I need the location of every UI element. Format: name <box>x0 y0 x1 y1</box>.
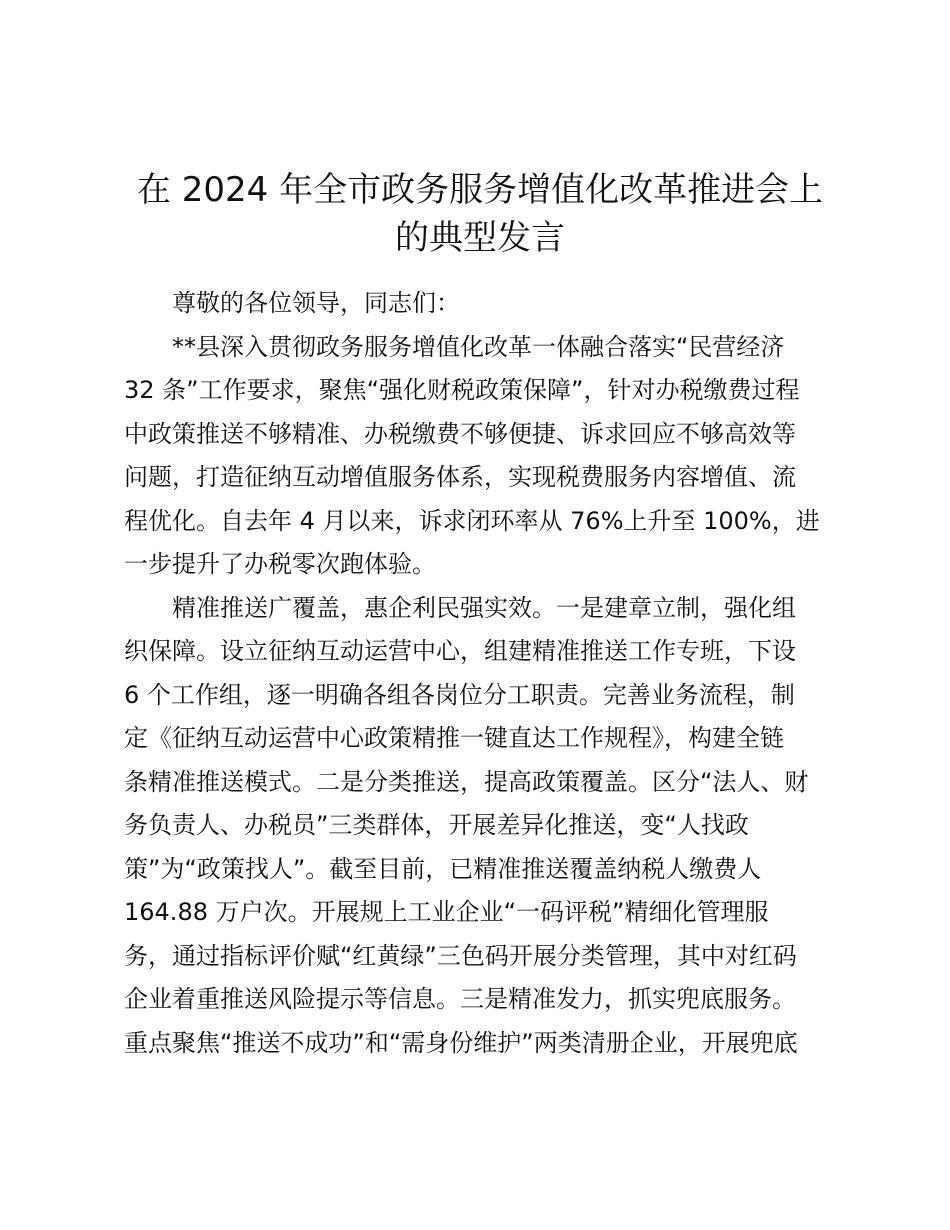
paragraph-2-line-3: 6 个工作组，逐一明确各组各岗位分工职责。完善业务流程，制 <box>124 680 795 709</box>
title-line-2: 的典型发言 <box>395 218 565 258</box>
paragraph-2-line-11: 重点聚焦“推送不成功”和“需身份维护”两类清册企业，开展兜底 <box>124 1028 798 1057</box>
paragraph-2-line-4: 定《征纳互动运营中心政策精推一键直达工作规程》，构建全链 <box>124 724 784 752</box>
paragraph-1-line-2: 32 条”工作要求，聚焦“强化财税政策保障”，针对办税缴费过程 <box>124 376 800 404</box>
document-body <box>124 282 832 1065</box>
paragraph-1-line-5: 程优化。自去年 4 月以来，诉求闭环率从 76%上升至 100%，进 <box>124 506 820 535</box>
document-title <box>120 166 840 262</box>
title-line-1: 在 2024 年全市政务服务增值化改革推进会上 <box>136 170 824 210</box>
paragraph-1-line-3: 中政策推送不够精准、办税缴费不够便捷、诉求回应不够高效等 <box>124 419 796 448</box>
paragraph-2-line-10: 企业着重推送风险提示等信息。三是精准发力，抓实兜底服务。 <box>124 985 796 1013</box>
salutation: 尊敬的各位领导，同志们： <box>172 289 460 317</box>
paragraph-2-line-8: 164.88 万户次。开展规上工业企业“一码评税”精细化管理服 <box>124 898 769 926</box>
paragraph-2-line-2: 织保障。设立征纳互动运营中心，组建精准推送工作专班，下设 <box>124 637 796 665</box>
paragraph-2-line-9: 务，通过指标评价赋“红黄绿”三色码开展分类管理，其中对红码 <box>124 941 797 970</box>
paragraph-2-line-6: 务负责人、办税员”三类群体，开展差异化推送，变“人找政 <box>124 811 749 839</box>
paragraph-1-line-4: 问题，打造征纳互动增值服务体系，实现税费服务内容增值、流 <box>124 463 796 491</box>
paragraph-1-line-6: 一步提升了办税零次跑体验。 <box>124 550 436 578</box>
paragraph-1-line-1: **县深入贯彻政务服务增值化改革一体融合落实“民营经济 <box>172 332 785 361</box>
paragraph-2-line-5: 条精准推送模式。二是分类推送，提高政策覆盖。区分“法人、财 <box>124 767 809 796</box>
paragraph-2-line-7: 策”为“政策找人”。截至目前，已精准推送覆盖纳税人缴费人 <box>124 854 762 883</box>
paragraph-2-line-1: 精准推送广覆盖，惠企利民强实效。一是建章立制，强化组 <box>172 593 796 622</box>
